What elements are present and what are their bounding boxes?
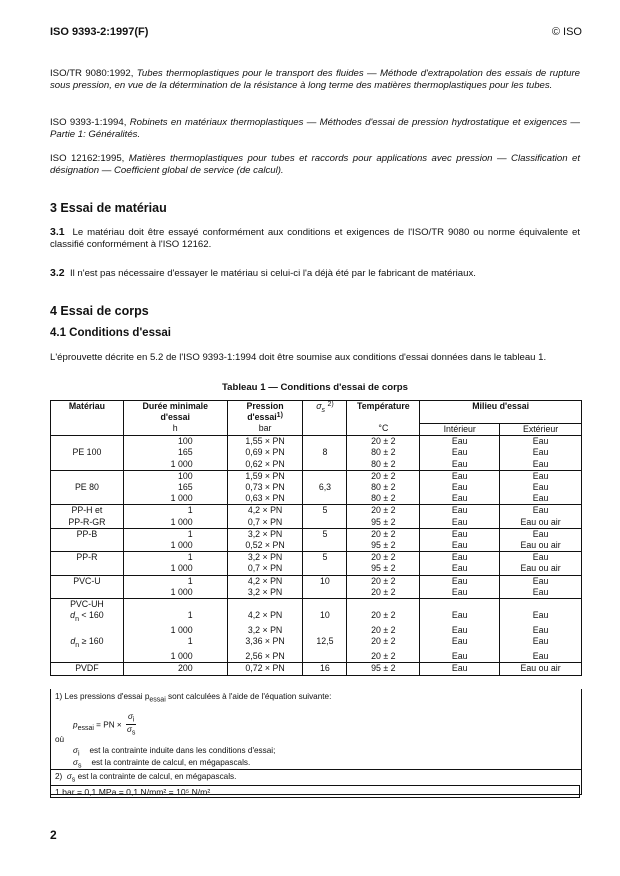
cell-t — [347, 598, 420, 610]
unit-pressure: bar — [227, 423, 303, 435]
cell-h: 100 — [123, 436, 227, 448]
unit-material — [51, 423, 124, 435]
unit-duration: h — [123, 423, 227, 435]
cell-i: Eau — [420, 470, 500, 482]
table-units-row — [51, 423, 582, 435]
cell-s: 12,5 — [303, 636, 347, 651]
table-caption: Tableau 1 — Conditions d'essai de corps — [221, 382, 409, 393]
cell-s — [303, 598, 347, 610]
cell-e: Eau ou air — [500, 517, 582, 529]
cell-s — [303, 651, 347, 663]
table-row — [51, 493, 582, 505]
cell-s — [303, 625, 347, 636]
note-2: 2) $\sigma_s$ est la contrainte de calcul, en mégapascals. — [55, 772, 237, 784]
table-header-row — [51, 401, 582, 424]
cell-h: 200 — [123, 663, 227, 675]
cell-h: 1 000 — [123, 459, 227, 471]
table-notes — [50, 689, 582, 795]
cell-e: Eau ou air — [500, 663, 582, 675]
cell-e: Eau — [500, 447, 582, 458]
cell-mat: PVC-U — [51, 575, 124, 587]
table-body — [51, 436, 582, 676]
cell-s: 5 — [303, 528, 347, 540]
table-row — [51, 436, 582, 448]
cell-e: Eau — [500, 587, 582, 599]
cell-h: 1 — [123, 575, 227, 587]
cell-i: Eau — [420, 610, 500, 625]
cell-mat: PP-B — [51, 528, 124, 540]
cell-p — [227, 598, 303, 610]
unit-inside: Intérieur — [420, 423, 500, 435]
cell-i: Eau — [420, 459, 500, 471]
equation-fraction: $\frac{\sigma_i}{\sigma_s}$ — [126, 712, 136, 737]
cell-mat — [51, 459, 124, 471]
cell-s — [303, 563, 347, 575]
cell-p: 3,2 × PN — [227, 625, 303, 636]
table-row — [51, 447, 582, 458]
definition-sigma-i: $\sigma_i$ est la contrainte induite dans les conditions d'essai; — [73, 746, 276, 758]
cell-e: Eau — [500, 459, 582, 471]
cell-e: Eau — [500, 575, 582, 587]
cell-e: Eau ou air — [500, 540, 582, 552]
cell-i: Eau — [420, 563, 500, 575]
document-id: ISO 9393-2:1997(F) — [50, 26, 149, 38]
table-row — [51, 587, 582, 599]
cell-t: 20 ± 2 — [347, 528, 420, 540]
cell-p: 4,2 × PN — [227, 505, 303, 517]
cell-s — [303, 459, 347, 471]
cell-mat — [51, 540, 124, 552]
table-row — [51, 482, 582, 493]
cell-i: Eau — [420, 587, 500, 599]
cell-s — [303, 493, 347, 505]
cell-t: 80 ± 2 — [347, 482, 420, 493]
cell-mat: $d_n \ge 160$ — [51, 636, 124, 651]
cell-i: Eau — [420, 505, 500, 517]
cell-s: 6,3 — [303, 482, 347, 493]
cell-mat: $d_n < 160$ — [51, 610, 124, 625]
cell-mat: PVC-UH — [51, 598, 124, 610]
cell-h: 1 000 — [123, 493, 227, 505]
test-conditions-table — [50, 400, 582, 676]
cell-t: 80 ± 2 — [347, 459, 420, 471]
cell-p: 0,73 × PN — [227, 482, 303, 493]
cell-p: 3,2 × PN — [227, 552, 303, 564]
cell-t: 20 ± 2 — [347, 587, 420, 599]
cell-h: 100 — [123, 470, 227, 482]
reference-item: ISO 12162:1995, Matières thermoplastiques pour tubes et raccords pour applications avec pression — Classification et désignation — Coefficient global de service (de calcul). — [50, 153, 580, 176]
cell-t: 95 ± 2 — [347, 663, 420, 675]
cell-i: Eau — [420, 482, 500, 493]
header-temperature: Température — [347, 401, 420, 424]
table-row — [51, 552, 582, 564]
table-row — [51, 663, 582, 675]
cell-s: 5 — [303, 505, 347, 517]
page-number: 2 — [50, 828, 57, 842]
cell-e: Eau — [500, 528, 582, 540]
clause-4-1-text: L'éprouvette décrite en 5.2 de l'ISO 9393-1:1994 doit être soumise aux conditions d'essai données dans le tableau 1. — [50, 352, 547, 363]
cell-e — [500, 598, 582, 610]
cell-i: Eau — [420, 517, 500, 529]
cell-mat: PE 100 — [51, 447, 124, 458]
cell-h: 1 000 — [123, 563, 227, 575]
cell-mat: PP-H et — [51, 505, 124, 517]
cell-s — [303, 517, 347, 529]
header-medium: Milieu d'essai — [420, 401, 582, 424]
header-duration: Durée minimale d'essai — [123, 401, 227, 424]
cell-i: Eau — [420, 651, 500, 663]
cell-h: 165 — [123, 482, 227, 493]
table-row — [51, 625, 582, 636]
cell-p: 3,2 × PN — [227, 528, 303, 540]
cell-s: 10 — [303, 575, 347, 587]
cell-h: 1 000 — [123, 587, 227, 599]
cell-e: Eau — [500, 552, 582, 564]
cell-t: 80 ± 2 — [347, 447, 420, 458]
cell-s — [303, 470, 347, 482]
cell-s: 5 — [303, 552, 347, 564]
cell-e: Eau — [500, 625, 582, 636]
cell-t: 20 ± 2 — [347, 470, 420, 482]
cell-mat — [51, 470, 124, 482]
cell-t: 80 ± 2 — [347, 493, 420, 505]
cell-e: Eau — [500, 505, 582, 517]
note-divider — [51, 769, 581, 770]
unit-outside: Extérieur — [500, 423, 582, 435]
cell-h: 1 000 — [123, 625, 227, 636]
note-1: 1) Les pressions d'essai $p_{essai}$ sont calculées à l'aide de l'équation suivante: — [55, 692, 332, 704]
header-pressure: Pression d'essai$^{1)}$ — [227, 401, 303, 424]
cell-e: Eau — [500, 470, 582, 482]
cell-t: 20 ± 2 — [347, 651, 420, 663]
cell-mat: PE 80 — [51, 482, 124, 493]
cell-i: Eau — [420, 575, 500, 587]
cell-t: 20 ± 2 — [347, 625, 420, 636]
table-row — [51, 505, 582, 517]
cell-e: Eau — [500, 636, 582, 651]
cell-i: Eau — [420, 636, 500, 651]
cell-e: Eau — [500, 610, 582, 625]
table-row — [51, 575, 582, 587]
cell-s — [303, 436, 347, 448]
cell-i: Eau — [420, 540, 500, 552]
copyright-mark: © ISO — [551, 26, 582, 38]
table-row — [51, 517, 582, 529]
cell-mat: PVDF — [51, 663, 124, 675]
cell-p: 1,59 × PN — [227, 470, 303, 482]
table-row — [51, 636, 582, 651]
cell-i: Eau — [420, 436, 500, 448]
cell-p: 0,7 × PN — [227, 517, 303, 529]
cell-mat — [51, 436, 124, 448]
header-sigma: $\sigma_s$ $^{2)}$ — [303, 401, 347, 424]
cell-mat — [51, 587, 124, 599]
cell-t: 20 ± 2 — [347, 575, 420, 587]
header-material: Matériau — [51, 401, 124, 424]
unit-conversion-note: 1 bar = 0,1 MPa = 0,1 N/mm² = 10⁵ N/m² — [50, 785, 580, 798]
cell-p: 0,69 × PN — [227, 447, 303, 458]
cell-h: 1 000 — [123, 517, 227, 529]
cell-e: Eau — [500, 493, 582, 505]
cell-mat: PP-R — [51, 552, 124, 564]
cell-p: 1,55 × PN — [227, 436, 303, 448]
cell-t: 20 ± 2 — [347, 610, 420, 625]
cell-i: Eau — [420, 663, 500, 675]
clause-3-1: 3.1 Le matériau doit être essayé conformément aux conditions et exigences de l'ISO/TR 9080 ou norme équivalente et classifié conformément à l'ISO 12162. — [50, 226, 580, 250]
cell-p: 3,36 × PN — [227, 636, 303, 651]
cell-mat — [51, 493, 124, 505]
cell-i: Eau — [420, 552, 500, 564]
cell-p: 3,2 × PN — [227, 587, 303, 599]
cell-h: 1 000 — [123, 651, 227, 663]
cell-h: 165 — [123, 447, 227, 458]
cell-t: 20 ± 2 — [347, 505, 420, 517]
note-ou: où — [55, 735, 65, 744]
cell-i: Eau — [420, 625, 500, 636]
table-row — [51, 528, 582, 540]
subsection-4-1-heading: 4.1 Conditions d'essai — [50, 327, 171, 339]
table-row — [51, 651, 582, 663]
reference-item: ISO/TR 9080:1992, Tubes thermoplastiques pour le transport des fluides — Méthode d'extrapolation des essais de rupture sous pression, en vue de la détermination de la résistance à long terme des matières thermoplastiques pour les tubes. — [50, 68, 580, 91]
cell-i: Eau — [420, 493, 500, 505]
cell-s — [303, 540, 347, 552]
cell-p: 4,2 × PN — [227, 575, 303, 587]
cell-t: 95 ± 2 — [347, 563, 420, 575]
cell-p: 0,62 × PN — [227, 459, 303, 471]
cell-p: 0,52 × PN — [227, 540, 303, 552]
cell-s: 8 — [303, 447, 347, 458]
cell-e: Eau — [500, 482, 582, 493]
table-row — [51, 563, 582, 575]
cell-p: 0,7 × PN — [227, 563, 303, 575]
cell-i: Eau — [420, 528, 500, 540]
table-row — [51, 459, 582, 471]
cell-mat — [51, 625, 124, 636]
cell-h: 1 — [123, 636, 227, 651]
cell-e: Eau — [500, 651, 582, 663]
unit-temperature: °C — [347, 423, 420, 435]
cell-i: Eau — [420, 447, 500, 458]
cell-e: Eau — [500, 436, 582, 448]
cell-s — [303, 587, 347, 599]
cell-t: 20 ± 2 — [347, 636, 420, 651]
pressure-equation: $p_{essai}$ = PN × $\frac{\sigma_i}{\sigma_s}$ — [73, 712, 136, 737]
cell-h: 1 — [123, 610, 227, 625]
page-header — [50, 26, 582, 40]
table-row — [51, 470, 582, 482]
cell-p: 0,72 × PN — [227, 663, 303, 675]
reference-item: ISO 9393-1:1994, Robinets en matériaux thermoplastiques — Méthodes d'essai de pression hydrostatique et exigences — Partie 1: Généralités. — [50, 117, 580, 140]
cell-s: 10 — [303, 610, 347, 625]
clause-3-2: 3.2 Il n'est pas nécessaire d'essayer le matériau si celui-ci l'a déjà été par le fabricant de matériaux. — [50, 267, 476, 279]
cell-h — [123, 598, 227, 610]
cell-e: Eau ou air — [500, 563, 582, 575]
definition-sigma-s: $\sigma_s$ est la contrainte de calcul, en mégapascals. — [73, 758, 251, 770]
cell-p: 0,63 × PN — [227, 493, 303, 505]
table-row — [51, 610, 582, 625]
table-row — [51, 540, 582, 552]
cell-s: 16 — [303, 663, 347, 675]
table-row — [51, 598, 582, 610]
cell-i — [420, 598, 500, 610]
cell-mat — [51, 563, 124, 575]
section-3-heading: 3 Essai de matériau — [50, 201, 167, 215]
cell-mat: PP-R-GR — [51, 517, 124, 529]
cell-t: 95 ± 2 — [347, 540, 420, 552]
cell-t: 20 ± 2 — [347, 552, 420, 564]
cell-p: 2,56 × PN — [227, 651, 303, 663]
cell-h: 1 — [123, 552, 227, 564]
cell-mat — [51, 651, 124, 663]
cell-t: 20 ± 2 — [347, 436, 420, 448]
cell-h: 1 — [123, 528, 227, 540]
cell-p: 4,2 × PN — [227, 610, 303, 625]
section-4-heading: 4 Essai de corps — [50, 304, 149, 318]
cell-t: 95 ± 2 — [347, 517, 420, 529]
cell-h: 1 000 — [123, 540, 227, 552]
unit-sigma — [303, 423, 347, 435]
cell-h: 1 — [123, 505, 227, 517]
